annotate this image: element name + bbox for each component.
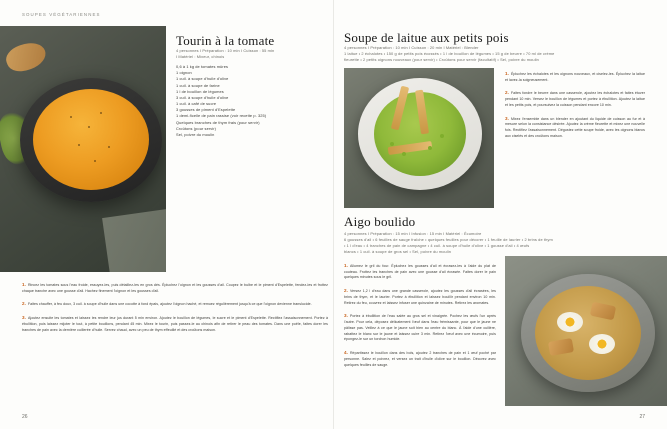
recipe-meta-line-2: I Matériel : Mixeur, chinois — [176, 54, 225, 60]
step-number: 2. — [22, 301, 26, 307]
list-item: 1 demi-ficelle de pain rassise (voir recette p. 325) — [176, 113, 267, 119]
ingredients-inline-2: fleurette • 2 petits oignons nouveaux (pour servir) • Croûtons pour servir (facultatif) • Sel, poivre du moulin — [344, 57, 539, 63]
step-text: Mixez l'ensemble dans un blender en ajoutant du liquide de cuisson au fur et à mesure selon la consistance désirée. Ajoutez la crème fleurette et mixez une nouvelle fois. Rectifiez l'assaisonnement. Dégustez cette soupe froide, avec les oignons blancs aux ciselés et des croûtons maison. — [505, 116, 645, 138]
steps-tourin — [22, 281, 328, 339]
recipe-meta-line-1: 4 personnes I Préparation : 10 min I Cuisson : 20 min I Matériel : Blender — [344, 45, 479, 50]
step-text: Faites fondre le beurre dans une casserole, ajoutez les échalotes et faites étuver pendant 10 min. Versez le bouillon de légumes et portez à ébullition. Ajoutez la laitue et les petits pois, et poursuivez la cuisson pendant encore 10 min. — [505, 91, 645, 107]
step — [344, 287, 496, 306]
step-number: 1. — [22, 282, 26, 287]
step — [22, 300, 328, 308]
list-item: 1 cuil. à café de sucre — [176, 101, 217, 107]
step — [344, 262, 496, 281]
recipe-meta-line-1: 4 personnes I Préparation : 15 min I Infusion : 15 min I Matériel : Écumoire — [344, 231, 482, 236]
soup-surface-decor — [33, 89, 149, 190]
list-item: 1 cuil. à soupe d'huile d'olive — [176, 76, 229, 82]
list-item: 0,6 à 1 kg de tomates mûres — [176, 64, 229, 69]
recipe-meta-line-1: 4 personnes I Préparation : 10 min I Cuisson : 55 min — [176, 48, 275, 53]
step-text: Rincez les tomates sous l'eau froide, essuyez-les, puis détaillez-les en gros dés. Épluchez l'oignon et les gousses d'ail. Coupez le bulbe et le piment d'Espelette, fendez-les et frottez chaque tranche avec une gousse d'ail. Hachez finement l'oignon et les gousses d'ail. — [22, 283, 328, 293]
step-number: 1. — [344, 263, 348, 268]
list-item: 1 oignon — [176, 70, 192, 76]
pea-soup-photo — [344, 68, 494, 208]
ingredients-inline-3: blancs • 1 cuil. à soupe de gros sel • Sel, poivre du moulin — [344, 249, 452, 255]
recipe-title-soupe-laitue: Soupe de laitue aux petits pois — [344, 30, 509, 45]
list-item: Sel, poivre du moulin — [176, 131, 215, 137]
aigo-boulido-photo — [505, 256, 667, 406]
step — [505, 115, 645, 140]
step — [22, 281, 328, 294]
step-text: Versez 1,2 l d'eau dans une grande casserole, ajoutez les gousses d'ail écrasées, les brins de thym, et le laurier. Portez à ébullition et laissez bouillir pendant environ 10 min. Retirez du feu, couvrez et laissez infuser une quinzaine de minutes. Retirez les aromates. — [344, 289, 496, 305]
step — [22, 314, 328, 333]
step-number: 2. — [505, 90, 509, 96]
list-item: Quelques branches de thym frais (pour servir) — [176, 119, 260, 125]
ingredient-list-tourin — [176, 64, 328, 138]
ingredients-inline-1: 6 gousses d'ail • 6 feuilles de sauge fraîche • quelques feuilles pour décorer • 1 feuille de laurier • 2 brins de thym — [344, 237, 553, 243]
step-text: Allumez le gril du four. Épluchez les gousses d'ail et écrasez-les à l'aide du plat de couteau. Frottez les tranches de pain avec une gousse d'ail écrasée. Faites dorer le pain quelques minutes sous le gril. — [344, 264, 496, 280]
step-number: 4. — [344, 350, 348, 356]
step — [344, 349, 496, 368]
steps-aigo-boulido — [344, 262, 496, 374]
list-item: 3 gousses de piment d'Espelette — [176, 107, 236, 113]
step-text: Épluchez les échalotes et les oignons nouveaux, et ciselez-les. Épluchez la laitue et lavez-la soigneusement. — [505, 72, 645, 82]
recipe-title-tourin: Tourin à la tomate — [176, 33, 275, 48]
step-number: 3. — [22, 315, 26, 321]
step-text: Portez à ébullition de l'eau salée au gros sel et vinaigrée. Pochez les œufs l'un après l'autre. Pour cela, déposez délicatement l'œuf dans l'eau frémissante, pour que le jaune ne pâlisse pas. Veillez à ce que le jaune soit bien au centre du blanc. À l'aide d'une cuillère, rabattez le blanc sur le jaune et laissez cuire 3 min. Retirez l'œuf avec une écumoire, puis épongez-le sur un torchon humide. — [344, 314, 496, 342]
cloth-decor — [102, 206, 166, 272]
list-item: 1 l de bouillon de légumes — [176, 88, 224, 94]
list-item: 3 cuil. à soupe d'huile d'olive — [176, 94, 229, 100]
step-number: 2. — [344, 288, 348, 294]
section-label: SOUPES VÉGÉTARIENNES — [22, 12, 101, 17]
tomato-soup-photo — [0, 26, 166, 272]
recipe-title-aigo-boulido: Aigo boulido — [344, 214, 416, 229]
ingredients-inline-1: 1 laitue • 2 échalotes • 150 g de petits pois écossés • 1 l de bouillon de légumes • 15 g de beurre • 70 ml de crème — [344, 51, 555, 57]
recipe-meta-aigo-boulido — [344, 231, 644, 255]
broth-surface-decor — [535, 286, 641, 380]
step-number: 3. — [505, 115, 509, 121]
recipe-meta-soupe-laitue — [344, 45, 644, 63]
ingredients-inline-2: • 1 l d'eau • 4 tranches de pain de campagne • 4 cuil. à soupe d'huile d'olive • 1 gousse d'ail • 4 œufs — [344, 243, 530, 249]
list-item: Croûtons (pour servir) — [176, 125, 217, 131]
step — [505, 70, 645, 83]
page-number-left: 26 — [22, 414, 28, 420]
step-number: 3. — [344, 313, 348, 319]
bread-slice-decor — [3, 38, 49, 76]
step-text: Répartissez le bouillon dans des bols, ajoutez 2 tranches de pain et 1 œuf poché par personne. Salez et poivrez, et versez un trait d'huile d'olive sur le bouillon. Décorez avec quelques feuilles de sauge. — [344, 351, 496, 367]
recipe-meta-tourin — [176, 48, 328, 60]
steps-soupe-laitue — [505, 70, 645, 146]
list-item: 1 cuil. à soupe de farine — [176, 82, 220, 88]
step-number: 1. — [505, 71, 509, 76]
step — [505, 89, 645, 108]
step-text: Faites chauffer, à feu doux, 3 cuil. à soupe d'huile dans une cocotte à fond épais, ajoutez l'oignon haché, et remuez régulièrement jusqu'à ce que l'oignon devienne translucide. — [27, 302, 312, 307]
page-gutter — [333, 0, 334, 429]
step-text: Ajoutez ensuite les tomates et laissez les rendre leur jus durant 5 min environ. Ajoutez le bouillon de légumes, le sucre et le piment d'Espelette. Rectifiez l'assaisonnement. Portez à ébullition, puis laissez mijoter le tout, à petite bouillons, pendant 45 min. Mixez le tourin, puis passez-le au chinois afin de retirer le peau des tomates. Dans une poêle, faites dorer les tranches de pain avec la dernière cuillerée d'huile. Servez chaud, avec un peu de thym effeuillé et des croûtons maison. — [22, 316, 328, 332]
step — [344, 312, 496, 343]
page-number-right: 27 — [639, 414, 645, 420]
